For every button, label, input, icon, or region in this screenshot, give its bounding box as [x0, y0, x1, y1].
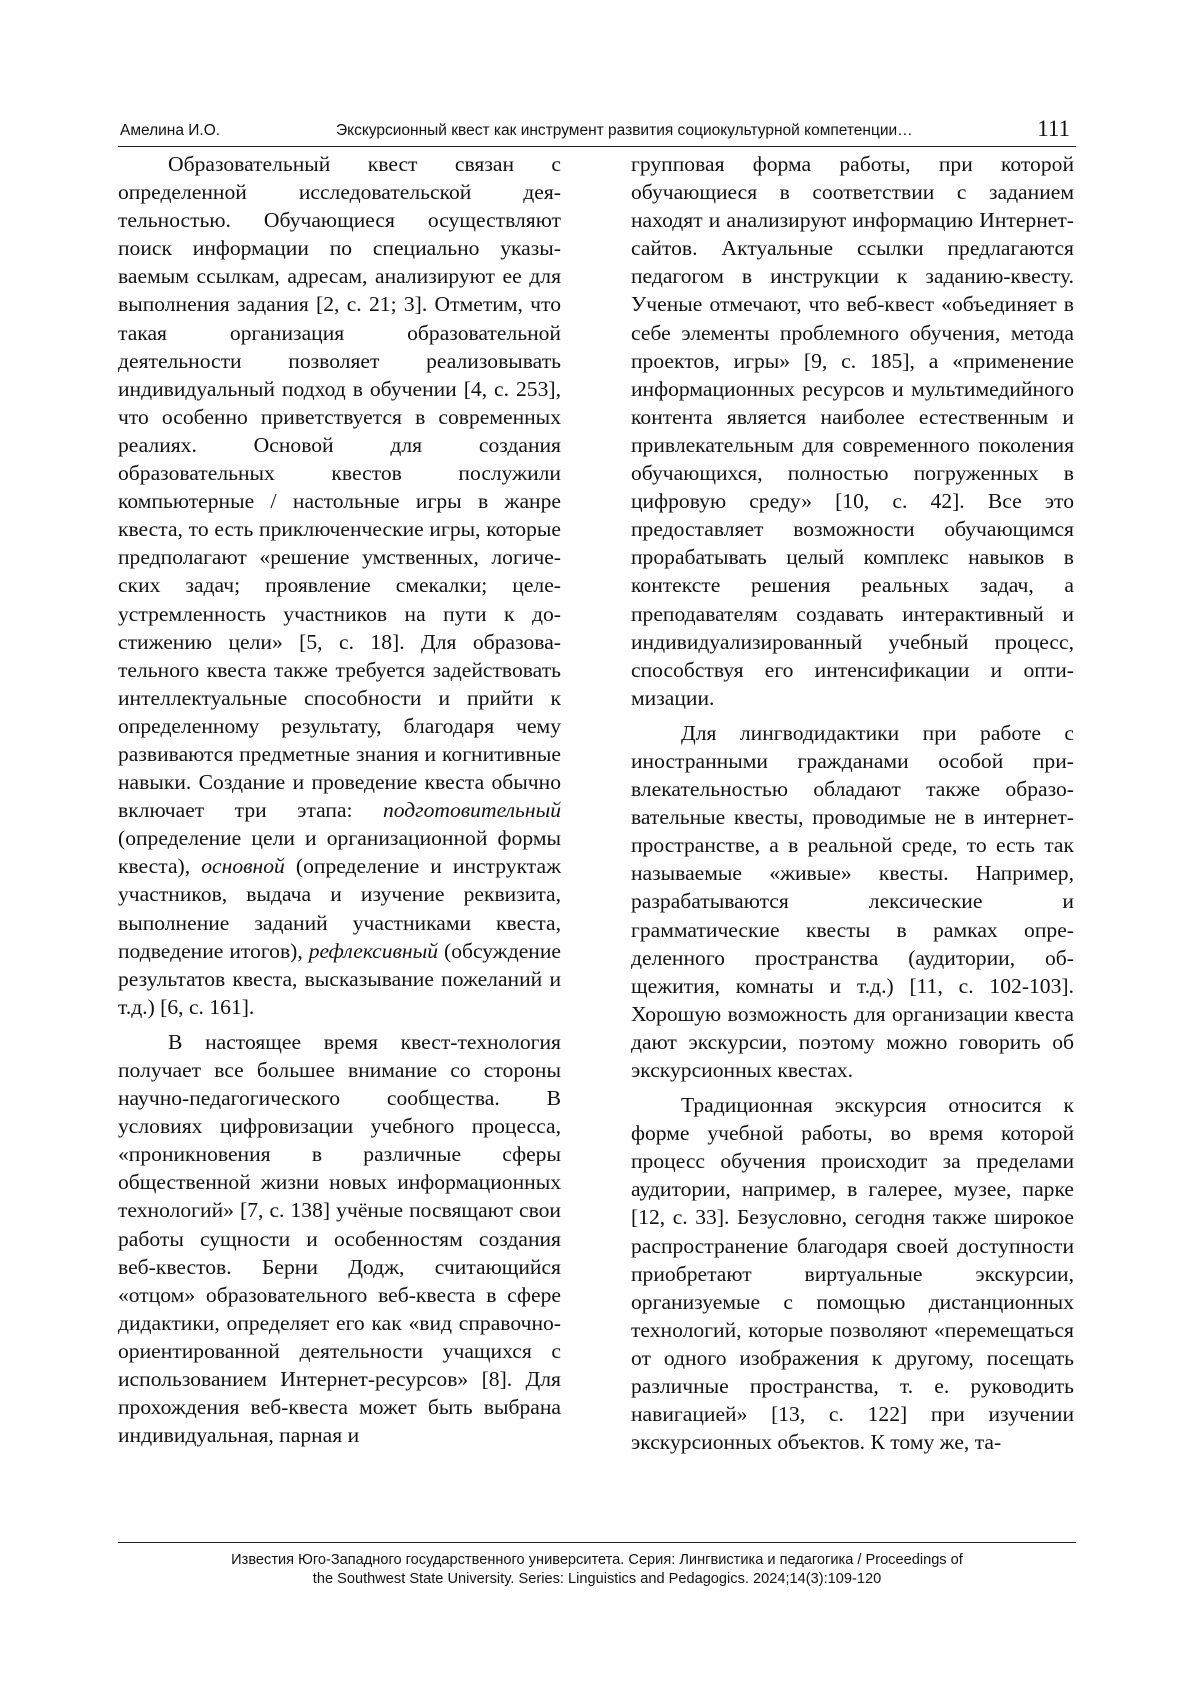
- stage-reflexive: рефлексивный: [309, 939, 438, 963]
- left-column: [118, 150, 561, 1449]
- paragraph-text: (определение и инструктаж участников, выдача и изучение реквизи­та, выполнение заданий участниками кве­ста, подведение итогов),: [118, 854, 561, 962]
- page-footer: [118, 1542, 1076, 1589]
- paragraph-continued: групповая форма работы, при которой обучающиеся в соответствии с заданием находят и анализируют информацию Ин­тернет-сайтов. Актуальные ссылки пред­лагаются педагогом в инструкции к зада­нию-квесту. Ученые отмечают, что веб-квест «объединяет в себе элементы про­блемного обучения, метода проектов, иг­ры» [9, с. 185], а «применение информа­ционных ресурсов и мультимедийного контента является наиболее естествен­ным и привлекательным для совре­менного поколения обучающихся, полно­стью погруженных в цифровую среду» [10, с. 42]. Все это предоставляет воз­можности обучающимся прорабатывать целый комплекс навыков в контексте ре­шения реальных задач, а преподавателям создавать интерактивный и инди­видуализированный учебный процесс, способствуя его интенсификации и опти­мизации.: [631, 150, 1074, 712]
- footer-citation-line-2: the Southwest State University. Series: Linguistics and Pedagogics. 2024;14(3):109-120: [118, 1570, 1076, 1589]
- paragraph-web-quest: В настоящее время квест-технология получает все большее внимание со сто­роны научно-педагогического сообще­ства. В условиях цифровизации учебного процесса, «проникновения в различные сферы общественной жизни новых ин­формационных технологий» [7, с. 138] учёные посвящают свои работы сущно­сти и особенностям создания веб-квестов. Берни Додж, считающийся «отцом» обра­зовательного веб-квеста в сфере дидакти­ки, определяет его как «вид справочно-ориентированной деятельности учащихся с использованием Интернет-ресурсов» [8]. Для прохождения веб-квеста может быть выбрана индивидуальная, парная и: [118, 1028, 561, 1449]
- stage-main: основной: [201, 854, 285, 878]
- right-column: [631, 150, 1074, 1456]
- paragraph-text: (определе­ние цели и организационной формы кве­ста),: [118, 826, 561, 878]
- footer-citation-line-1: Известия Юго-Западного государственного университета. Серия: Лингвистика и педагогика / Proceedings of: [118, 1551, 1076, 1570]
- paragraph-quest-stages: [118, 150, 561, 1021]
- paragraph-live-quests: Для лингводидактики при работе с иностранными гражданами особой при­влекательностью обладают также образо­вательные квесты, проводимые не в ин­тернет-пространстве, а в реальной среде, то есть так называемые «живые» квесты. Например, разрабатываются лексические и грамматические квесты в рамках опре­деленного пространства (аудитории, об­щежития, комнаты и т.д.) [11, с. 102-103]. Хорошую возможность для организации квеста дают экскурсии, поэтому можно говорить об экскурсионных квестах.: [631, 719, 1074, 1084]
- paragraph-text: Образовательный квест связан с определенной исследовательской дея­тельностью. Обучающиеся осуществляют поиск информации по специально указы­ваемым ссылкам, адресам, анализируют ее для выполнения задания [2, с. 21; 3]. Отметим, что такая организация образо­вательной деятельности позволяет реали­зовывать индивидуальный подход в обу­чении [4, с. 253], что особенно привет­ствуется в современных реалиях. Осно­вой для создания образовательных кве­стов послужили компьютерные / на­стольные игры в жанре квеста, то есть приключенческие игры, которые предпо­лагают «решение умственных, логиче­ских задач; проявление смекалки; целе­устремленность участников на пути к до­стижению цели» [5, с. 18]. Для образова­тельного квеста также требуется задей­ствовать интеллектуальные способности и прийти к определенному результату, благодаря чему развиваются предметные знания и когнитивные навыки. Создание и проведение квеста обычно включает три этапа:: [118, 152, 561, 822]
- stage-preparatory: подготовительный: [383, 798, 561, 822]
- page-header: [118, 116, 1076, 147]
- paragraph-text: (обсуждение результатов квеста, выска­зывание пожеланий и т.д.) [6, с. 161].: [118, 939, 561, 1019]
- header-article-title: Экскурсионный квест как инструмент развития социокультурной компетенции…: [336, 122, 913, 140]
- header-author: Амелина И.О.: [120, 122, 220, 140]
- page-number: 111: [1037, 116, 1070, 142]
- paragraph-excursion: Традиционная экскурсия относится к форме учебной работы, во время которой процесс обучения происходит за преде­лами аудитории, например, в галерее, му­зее, парке [12, с. 33]. Безусловно, сегодня также широкое распространение благода­ря своей доступности приобретают вир­туальные экскурсии, организуемые с по­мощью дистанционных технологий, ко­торые позволяют «перемещаться от одно­го изображения к другому, посещать раз­личные пространства, т. е. руководить навигацией» [13, с. 122] при изучении экскурсионных объектов. К тому же, та-: [631, 1091, 1074, 1456]
